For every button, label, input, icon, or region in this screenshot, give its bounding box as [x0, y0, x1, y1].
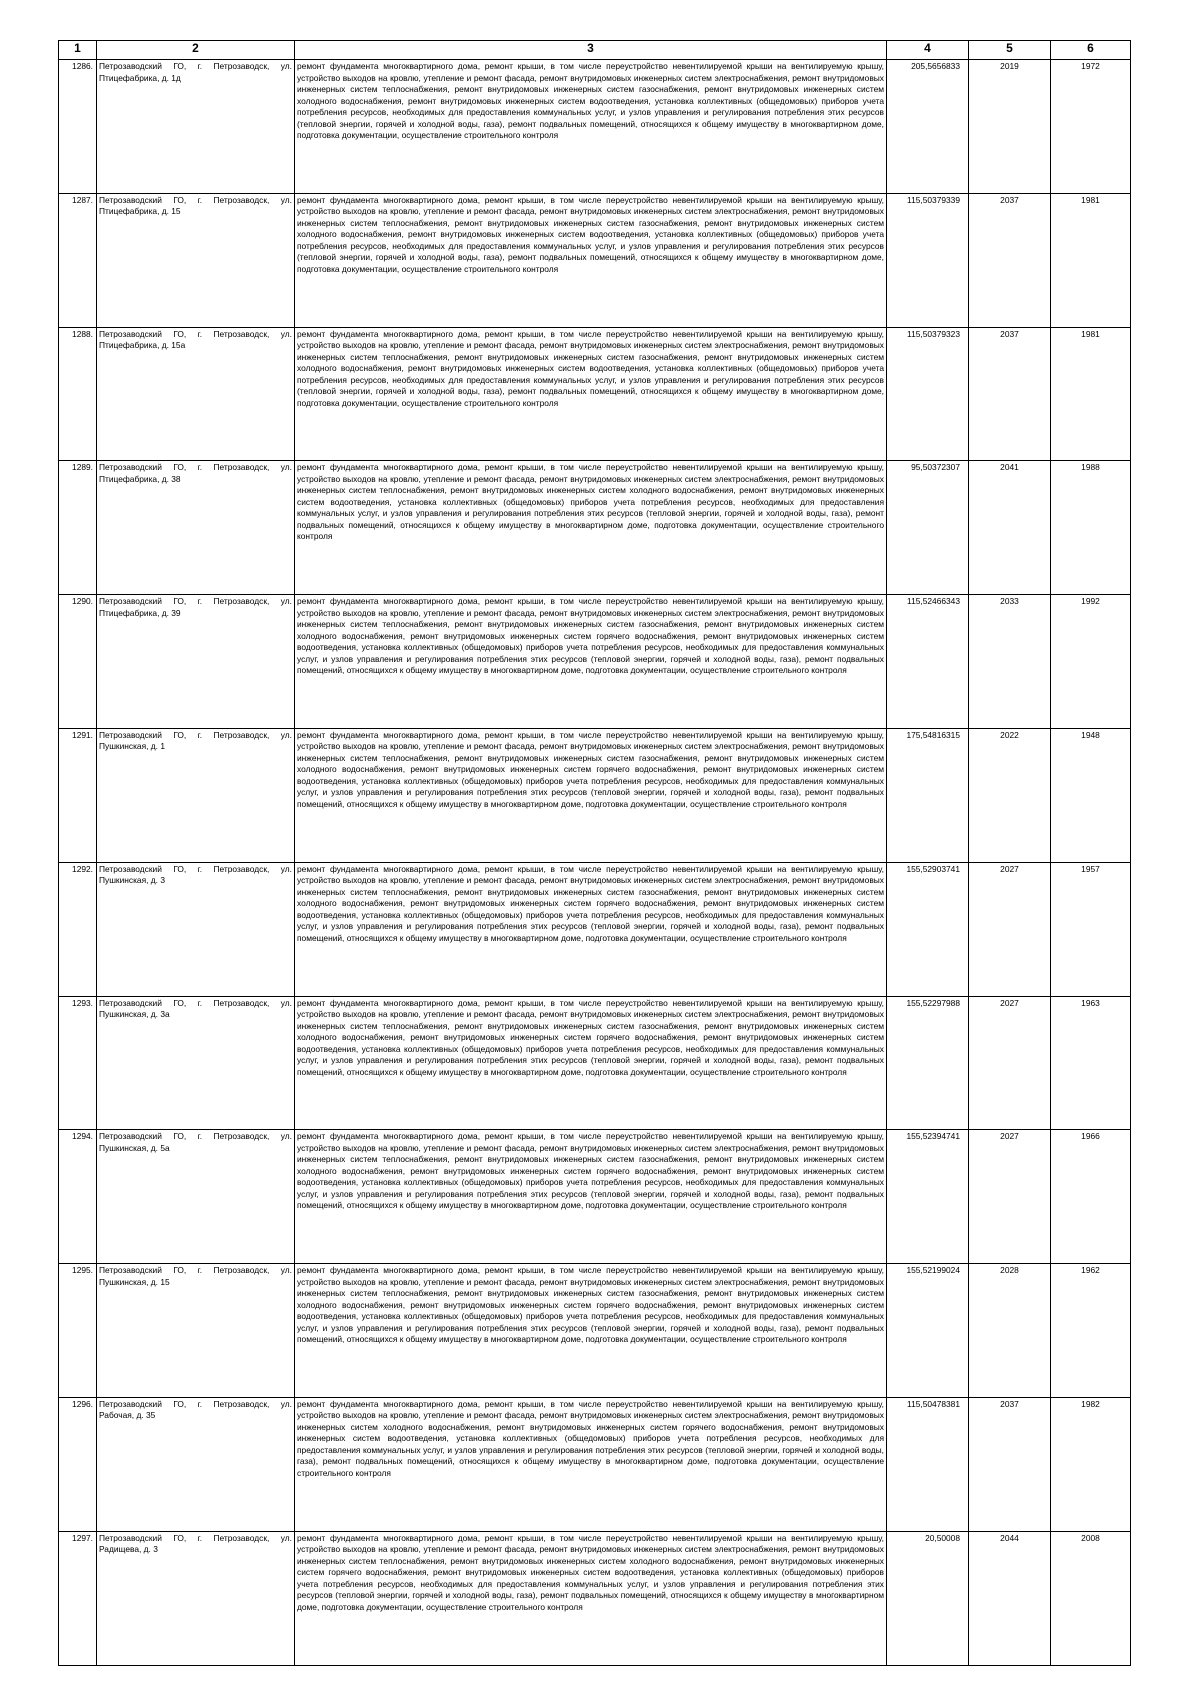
build-year-cell: 1963 — [1051, 996, 1131, 1130]
address-cell: Петрозаводский ГО, г. Петрозаводск, ул. Птицефабрика, д. 1д — [97, 60, 295, 194]
build-year-cell: 1962 — [1051, 1264, 1131, 1398]
build-year-cell: 1988 — [1051, 461, 1131, 595]
cost-cell: 155,52903741 — [887, 862, 969, 996]
table-row — [59, 595, 1131, 729]
address-cell: Петрозаводский ГО, г. Петрозаводск, ул. Пушкинская, д. 3а — [97, 996, 295, 1130]
table-row — [59, 862, 1131, 996]
works-list-cell: ремонт фундамента многоквартирного дома, ремонт крыши, в том числе переустройство невентилируемой крыши на вентилируемую крышу, устройство выходов на кровлю, утепление и ремонт фасада, ремонт внутридомовых инженерных систем электроснабжения, ремонт внутридомовых инженерных систем теплоснабжения, ремонт внутридомовых инженерных систем холодного водоснабжения, ремонт внутридомовых инженерных систем водоотведения, установка коллективных (общедомовых) приборов учета потребления ресурсов, необходимых для предоставления коммунальных услуг, и узлов управления и регулирования потребления этих ресурсов (тепловой энергии, горячей и холодной воды, газа), ремонт подвальных помещений, относящихся к общему имуществу в многоквартирном доме, подготовка документации, осуществление строительного контроля — [295, 461, 887, 595]
capital-repair-table — [58, 40, 1131, 1666]
build-year-cell: 1972 — [1051, 60, 1131, 194]
table-row — [59, 1130, 1131, 1264]
cost-cell: 20,50008 — [887, 1531, 969, 1665]
row-number-cell: 1288. — [59, 327, 97, 461]
planned-year-cell: 2037 — [969, 327, 1051, 461]
column-header: 6 — [1051, 41, 1131, 60]
row-number-cell: 1291. — [59, 728, 97, 862]
table-row — [59, 193, 1131, 327]
column-header: 2 — [97, 41, 295, 60]
planned-year-cell: 2019 — [969, 60, 1051, 194]
planned-year-cell: 2022 — [969, 728, 1051, 862]
table-row — [59, 327, 1131, 461]
address-cell: Петрозаводский ГО, г. Петрозаводск, ул. Пушкинская, д. 3 — [97, 862, 295, 996]
cost-cell: 155,52297988 — [887, 996, 969, 1130]
build-year-cell: 1982 — [1051, 1397, 1131, 1531]
works-list-cell: ремонт фундамента многоквартирного дома, ремонт крыши, в том числе переустройство невентилируемой крыши на вентилируемую крышу, устройство выходов на кровлю, утепление и ремонт фасада, ремонт внутридомовых инженерных систем электроснабжения, ремонт внутридомовых инженерных систем теплоснабжения, ремонт внутридомовых инженерных систем газоснабжения, ремонт внутридомовых инженерных систем холодного водоснабжения, ремонт внутридомовых инженерных систем горячего водоснабжения, ремонт внутридомовых инженерных систем водоотведения, установка коллективных (общедомовых) приборов учета потребления ресурсов, необходимых для предоставления коммунальных услуг, и узлов управления и регулирования потребления этих ресурсов (тепловой энергии, горячей и холодной воды, газа), ремонт подвальных помещений, относящихся к общему имуществу в многоквартирном доме, подготовка документации, осуществление строительного контроля — [295, 862, 887, 996]
row-number-cell: 1286. — [59, 60, 97, 194]
build-year-cell: 1966 — [1051, 1130, 1131, 1264]
column-header: 3 — [295, 41, 887, 60]
row-number-cell: 1292. — [59, 862, 97, 996]
cost-cell: 115,52466343 — [887, 595, 969, 729]
address-cell: Петрозаводский ГО, г. Петрозаводск, ул. Птицефабрика, д. 38 — [97, 461, 295, 595]
table-row — [59, 60, 1131, 194]
build-year-cell: 1957 — [1051, 862, 1131, 996]
column-header: 1 — [59, 41, 97, 60]
table-row — [59, 1264, 1131, 1398]
row-number-cell: 1297. — [59, 1531, 97, 1665]
address-cell: Петрозаводский ГО, г. Петрозаводск, ул. Пушкинская, д. 15 — [97, 1264, 295, 1398]
row-number-cell: 1294. — [59, 1130, 97, 1264]
works-list-cell: ремонт фундамента многоквартирного дома, ремонт крыши, в том числе переустройство невентилируемой крыши на вентилируемую крышу, устройство выходов на кровлю, утепление и ремонт фасада, ремонт внутридомовых инженерных систем электроснабжения, ремонт внутридомовых инженерных систем теплоснабжения, ремонт внутридомовых инженерных систем газоснабжения, ремонт внутридомовых инженерных систем холодного водоснабжения, ремонт внутридомовых инженерных систем водоотведения, установка коллективных (общедомовых) приборов учета потребления ресурсов, необходимых для предоставления коммунальных услуг, и узлов управления и регулирования потребления этих ресурсов (тепловой энергии, горячей и холодной воды, газа), ремонт подвальных помещений, относящихся к общему имуществу в многоквартирном доме, подготовка документации, осуществление строительного контроля — [295, 327, 887, 461]
planned-year-cell: 2027 — [969, 996, 1051, 1130]
planned-year-cell: 2028 — [969, 1264, 1051, 1398]
table-row — [59, 1397, 1131, 1531]
works-list-cell: ремонт фундамента многоквартирного дома, ремонт крыши, в том числе переустройство невентилируемой крыши на вентилируемую крышу, устройство выходов на кровлю, утепление и ремонт фасада, ремонт внутридомовых инженерных систем электроснабжения, ремонт внутридомовых инженерных систем теплоснабжения, ремонт внутридомовых инженерных систем газоснабжения, ремонт внутридомовых инженерных систем холодного водоснабжения, ремонт внутридомовых инженерных систем горячего водоснабжения, ремонт внутридомовых инженерных систем водоотведения, установка коллективных (общедомовых) приборов учета потребления ресурсов, необходимых для предоставления коммунальных услуг, и узлов управления и регулирования потребления этих ресурсов (тепловой энергии, горячей и холодной воды, газа), ремонт подвальных помещений, относящихся к общему имуществу в многоквартирном доме, подготовка документации, осуществление строительного контроля — [295, 1264, 887, 1398]
planned-year-cell: 2033 — [969, 595, 1051, 729]
column-header: 4 — [887, 41, 969, 60]
build-year-cell: 1948 — [1051, 728, 1131, 862]
cost-cell: 115,50379339 — [887, 193, 969, 327]
address-cell: Петрозаводский ГО, г. Петрозаводск, ул. Пушкинская, д. 5а — [97, 1130, 295, 1264]
row-number-cell: 1287. — [59, 193, 97, 327]
row-number-cell: 1295. — [59, 1264, 97, 1398]
planned-year-cell: 2027 — [969, 1130, 1051, 1264]
row-number-cell: 1289. — [59, 461, 97, 595]
row-number-cell: 1290. — [59, 595, 97, 729]
build-year-cell: 1981 — [1051, 193, 1131, 327]
works-list-cell: ремонт фундамента многоквартирного дома, ремонт крыши, в том числе переустройство невентилируемой крыши на вентилируемую крышу, устройство выходов на кровлю, утепление и ремонт фасада, ремонт внутридомовых инженерных систем электроснабжения, ремонт внутридомовых инженерных систем теплоснабжения, ремонт внутридомовых инженерных систем газоснабжения, ремонт внутридомовых инженерных систем холодного водоснабжения, ремонт внутридомовых инженерных систем водоотведения, установка коллективных (общедомовых) приборов учета потребления ресурсов, необходимых для предоставления коммунальных услуг, и узлов управления и регулирования потребления этих ресурсов (тепловой энергии, горячей и холодной воды, газа), ремонт подвальных помещений, относящихся к общему имуществу в многоквартирном доме, подготовка документации, осуществление строительного контроля — [295, 60, 887, 194]
planned-year-cell: 2044 — [969, 1531, 1051, 1665]
address-cell: Петрозаводский ГО, г. Петрозаводск, ул. Птицефабрика, д. 15 — [97, 193, 295, 327]
table-row — [59, 728, 1131, 862]
planned-year-cell: 2027 — [969, 862, 1051, 996]
address-cell: Петрозаводский ГО, г. Петрозаводск, ул. Радищева, д. 3 — [97, 1531, 295, 1665]
cost-cell: 115,50379323 — [887, 327, 969, 461]
works-list-cell: ремонт фундамента многоквартирного дома, ремонт крыши, в том числе переустройство невентилируемой крыши на вентилируемую крышу, устройство выходов на кровлю, утепление и ремонт фасада, ремонт внутридомовых инженерных систем электроснабжения, ремонт внутридомовых инженерных систем теплоснабжения, ремонт внутридомовых инженерных систем газоснабжения, ремонт внутридомовых инженерных систем холодного водоснабжения, ремонт внутридомовых инженерных систем горячего водоснабжения, ремонт внутридомовых инженерных систем водоотведения, установка коллективных (общедомовых) приборов учета потребления ресурсов, необходимых для предоставления коммунальных услуг, и узлов управления и регулирования потребления этих ресурсов (тепловой энергии, горячей и холодной воды, газа), ремонт подвальных помещений, относящихся к общему имуществу в многоквартирном доме, подготовка документации, осуществление строительного контроля — [295, 996, 887, 1130]
row-number-cell: 1293. — [59, 996, 97, 1130]
works-list-cell: ремонт фундамента многоквартирного дома, ремонт крыши, в том числе переустройство невентилируемой крыши на вентилируемую крышу, устройство выходов на кровлю, утепление и ремонт фасада, ремонт внутридомовых инженерных систем электроснабжения, ремонт внутридомовых инженерных систем холодного водоснабжения, ремонт внутридомовых инженерных систем горячего водоснабжения, ремонт внутридомовых инженерных систем водоотведения, установка коллективных (общедомовых) приборов учета потребления ресурсов, необходимых для предоставления коммунальных услуг, и узлов управления и регулирования потребления этих ресурсов (тепловой энергии, горячей и холодной воды, газа), ремонт подвальных помещений, относящихся к общему имуществу в многоквартирном доме, подготовка документации, осуществление строительного контроля — [295, 1397, 887, 1531]
works-list-cell: ремонт фундамента многоквартирного дома, ремонт крыши, в том числе переустройство невентилируемой крыши на вентилируемую крышу, устройство выходов на кровлю, утепление и ремонт фасада, ремонт внутридомовых инженерных систем электроснабжения, ремонт внутридомовых инженерных систем теплоснабжения, ремонт внутридомовых инженерных систем газоснабжения, ремонт внутридомовых инженерных систем холодного водоснабжения, ремонт внутридомовых инженерных систем водоотведения, установка коллективных (общедомовых) приборов учета потребления ресурсов, необходимых для предоставления коммунальных услуг, и узлов управления и регулирования потребления этих ресурсов (тепловой энергии, горячей и холодной воды, газа), ремонт подвальных помещений, относящихся к общему имуществу в многоквартирном доме, подготовка документации, осуществление строительного контроля — [295, 193, 887, 327]
build-year-cell: 2008 — [1051, 1531, 1131, 1665]
build-year-cell: 1992 — [1051, 595, 1131, 729]
works-list-cell: ремонт фундамента многоквартирного дома, ремонт крыши, в том числе переустройство невентилируемой крыши на вентилируемую крышу, устройство выходов на кровлю, утепление и ремонт фасада, ремонт внутридомовых инженерных систем электроснабжения, ремонт внутридомовых инженерных систем теплоснабжения, ремонт внутридомовых инженерных систем холодного водоснабжения, ремонт внутридомовых инженерных систем горячего водоснабжения, ремонт внутридомовых инженерных систем водоотведения, установка коллективных (общедомовых) приборов учета потребления ресурсов, необходимых для предоставления коммунальных услуг, и узлов управления и регулирования потребления этих ресурсов (тепловой энергии, горячей и холодной воды, газа), ремонт подвальных помещений, относящихся к общему имуществу в многоквартирном доме, подготовка документации, осуществление строительного контроля — [295, 1531, 887, 1665]
works-list-cell: ремонт фундамента многоквартирного дома, ремонт крыши, в том числе переустройство невентилируемой крыши на вентилируемую крышу, устройство выходов на кровлю, утепление и ремонт фасада, ремонт внутридомовых инженерных систем электроснабжения, ремонт внутридомовых инженерных систем теплоснабжения, ремонт внутридомовых инженерных систем газоснабжения, ремонт внутридомовых инженерных систем холодного водоснабжения, ремонт внутридомовых инженерных систем горячего водоснабжения, ремонт внутридомовых инженерных систем водоотведения, установка коллективных (общедомовых) приборов учета потребления ресурсов, необходимых для предоставления коммунальных услуг, и узлов управления и регулирования потребления этих ресурсов (тепловой энергии, горячей и холодной воды, газа), ремонт подвальных помещений, относящихся к общему имуществу в многоквартирном доме, подготовка документации, осуществление строительного контроля — [295, 1130, 887, 1264]
address-cell: Петрозаводский ГО, г. Петрозаводск, ул. Пушкинская, д. 1 — [97, 728, 295, 862]
planned-year-cell: 2037 — [969, 193, 1051, 327]
address-cell: Петрозаводский ГО, г. Петрозаводск, ул. Птицефабрика, д. 15а — [97, 327, 295, 461]
column-number-header-row — [59, 41, 1131, 60]
table-row — [59, 461, 1131, 595]
row-number-cell: 1296. — [59, 1397, 97, 1531]
table-row — [59, 1531, 1131, 1665]
document-page — [58, 40, 1130, 1666]
address-cell: Петрозаводский ГО, г. Петрозаводск, ул. Рабочая, д. 35 — [97, 1397, 295, 1531]
works-list-cell: ремонт фундамента многоквартирного дома, ремонт крыши, в том числе переустройство невентилируемой крыши на вентилируемую крышу, устройство выходов на кровлю, утепление и ремонт фасада, ремонт внутридомовых инженерных систем электроснабжения, ремонт внутридомовых инженерных систем теплоснабжения, ремонт внутридомовых инженерных систем газоснабжения, ремонт внутридомовых инженерных систем холодного водоснабжения, ремонт внутридомовых инженерных систем горячего водоснабжения, ремонт внутридомовых инженерных систем водоотведения, установка коллективных (общедомовых) приборов учета потребления ресурсов, необходимых для предоставления коммунальных услуг, и узлов управления и регулирования потребления этих ресурсов (тепловой энергии, горячей и холодной воды, газа), ремонт подвальных помещений, относящихся к общему имуществу в многоквартирном доме, подготовка документации, осуществление строительного контроля — [295, 595, 887, 729]
cost-cell: 95,50372307 — [887, 461, 969, 595]
cost-cell: 155,52199024 — [887, 1264, 969, 1398]
column-header: 5 — [969, 41, 1051, 60]
cost-cell: 155,52394741 — [887, 1130, 969, 1264]
address-cell: Петрозаводский ГО, г. Петрозаводск, ул. Птицефабрика, д. 39 — [97, 595, 295, 729]
cost-cell: 115,50478381 — [887, 1397, 969, 1531]
planned-year-cell: 2041 — [969, 461, 1051, 595]
build-year-cell: 1981 — [1051, 327, 1131, 461]
cost-cell: 175,54816315 — [887, 728, 969, 862]
planned-year-cell: 2037 — [969, 1397, 1051, 1531]
cost-cell: 205,5656833 — [887, 60, 969, 194]
works-list-cell: ремонт фундамента многоквартирного дома, ремонт крыши, в том числе переустройство невентилируемой крыши на вентилируемую крышу, устройство выходов на кровлю, утепление и ремонт фасада, ремонт внутридомовых инженерных систем электроснабжения, ремонт внутридомовых инженерных систем теплоснабжения, ремонт внутридомовых инженерных систем газоснабжения, ремонт внутридомовых инженерных систем холодного водоснабжения, ремонт внутридомовых инженерных систем горячего водоснабжения, ремонт внутридомовых инженерных систем водоотведения, установка коллективных (общедомовых) приборов учета потребления ресурсов, необходимых для предоставления коммунальных услуг, и узлов управления и регулирования потребления этих ресурсов (тепловой энергии, горячей и холодной воды, газа), ремонт подвальных помещений, относящихся к общему имуществу в многоквартирном доме, подготовка документации, осуществление строительного контроля — [295, 728, 887, 862]
table-row — [59, 996, 1131, 1130]
